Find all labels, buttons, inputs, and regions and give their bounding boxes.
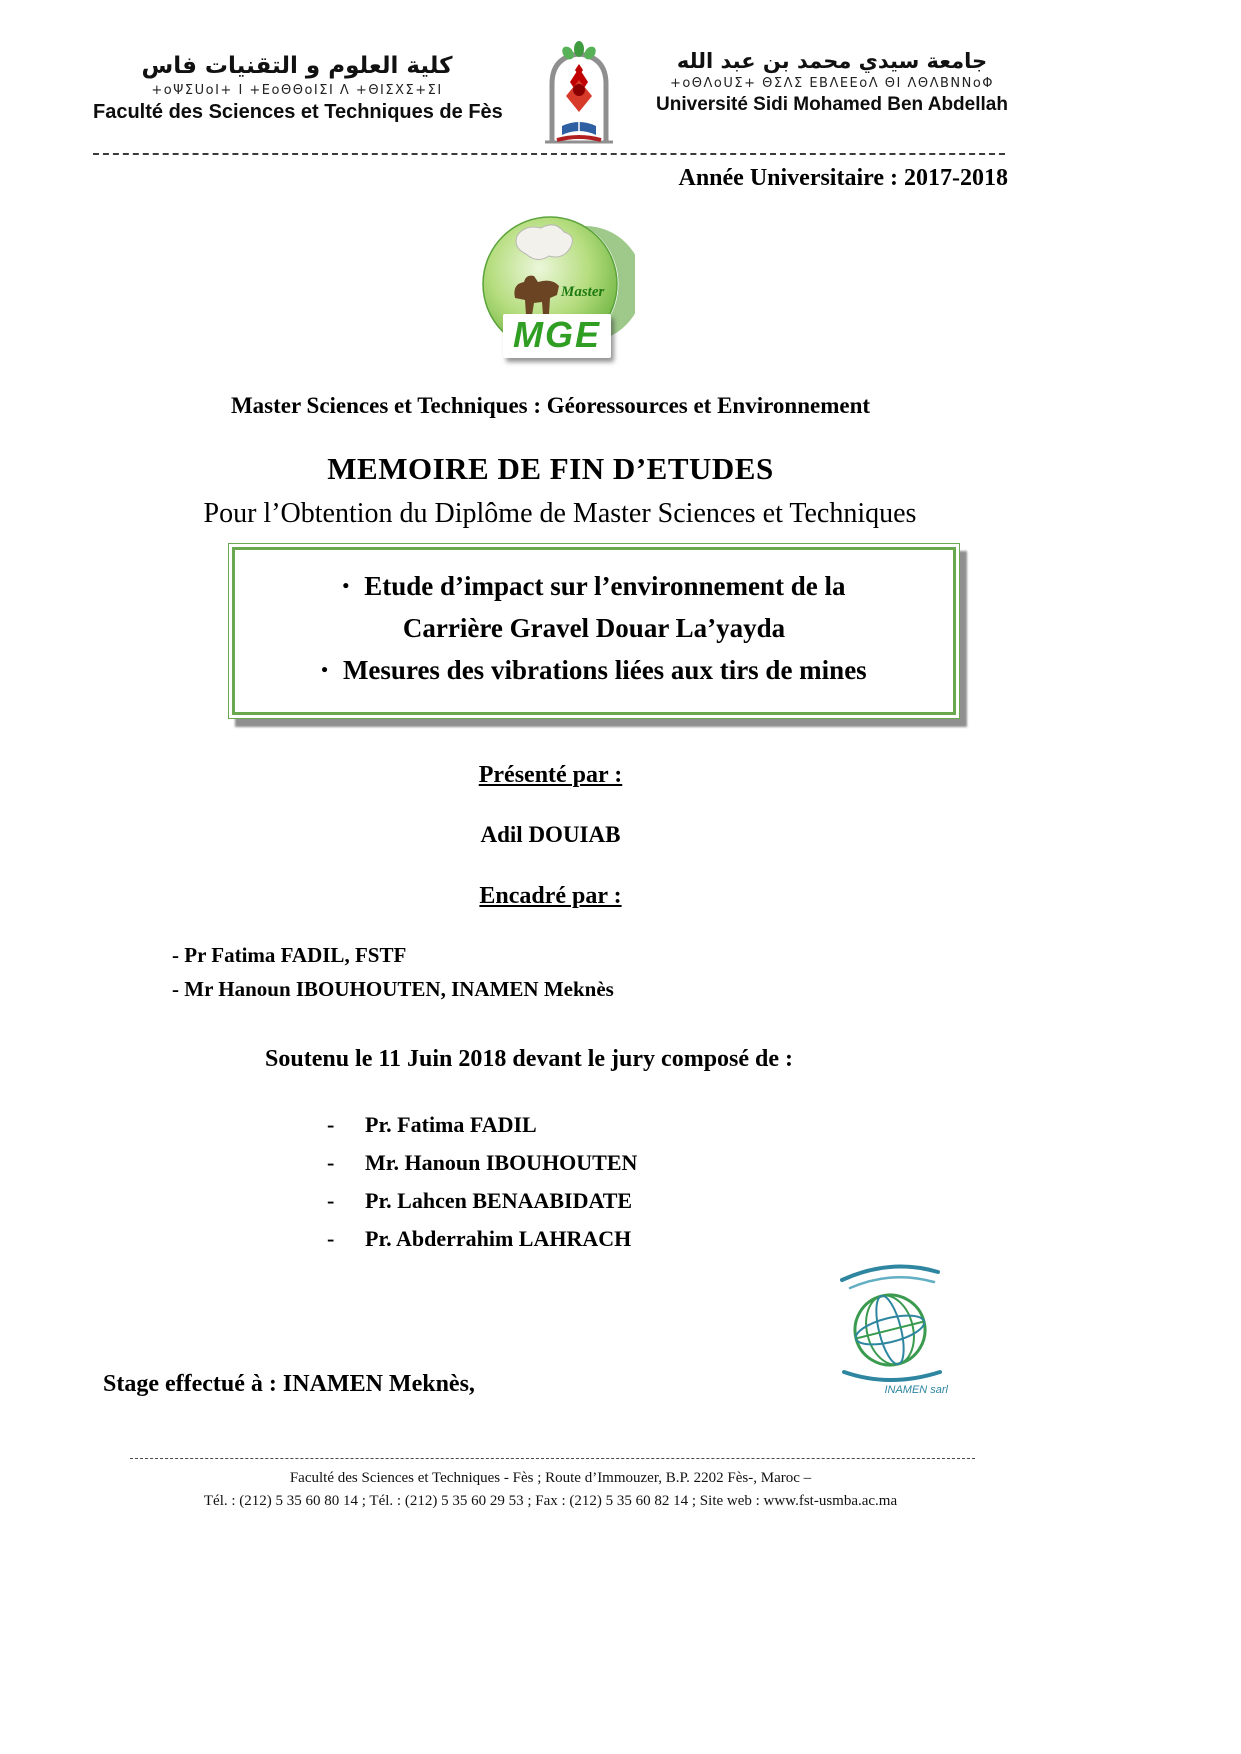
- university-name-tifinagh: +oΘΛoUΣ+ ΘΣΛΣ ΕΒΛΕΕoΛ ΘΙ ΛΘΛΒΝΝoΦ: [669, 76, 995, 92]
- footer-dashed-separator: [130, 1458, 975, 1459]
- footer: [93, 1467, 1008, 1512]
- footer-contact-line: Tél. : (212) 5 35 60 80 14 ; Tél. : (212) 5 35 60 29 53 ; Fax : (212) 5 35 60 82 14 ; Site web : www.fst-usmba.ac.ma: [203, 1492, 898, 1509]
- jury-member-name: Mr. Hanoun IBOUHOUTEN: [365, 1150, 638, 1175]
- mge-acronym: MGE: [513, 314, 602, 355]
- internship-line: Stage effectué à : INAMEN Meknès,: [103, 1371, 475, 1397]
- author-name: Adil DOUIAB: [480, 822, 621, 847]
- subject-box: [228, 543, 960, 719]
- jury-member-name: Pr. Lahcen BENAABIDATE: [365, 1188, 633, 1213]
- supervised-by-heading: Encadré par :: [479, 883, 622, 909]
- faculty-name-arabic: كلية العلوم و التقنيات فاس: [141, 53, 453, 79]
- jury-member-name: Pr. Fatima FADIL: [365, 1112, 537, 1137]
- inamen-globe-icon: [836, 1256, 946, 1396]
- academic-year-line: Année Universitaire : 2017-2018: [678, 165, 1008, 191]
- master-mge-logo: [465, 212, 635, 362]
- supervisor-item: - Mr Hanoun IBOUHOUTEN, INAMEN Meknès: [172, 976, 614, 1001]
- jury-list: [327, 1112, 637, 1264]
- diploma-subtitle: Pour l’Obtention du Diplôme de Master Sciences et Techniques: [203, 498, 917, 529]
- jury-member-row: [327, 1188, 637, 1214]
- university-name-french: Université Sidi Mohamed Ben Abdellah: [656, 94, 1008, 116]
- bullet-icon: [343, 571, 365, 601]
- subject-item-2: • Mesures des vibrations liées aux tirs de mines: [241, 650, 947, 692]
- mge-master-label: Master: [561, 284, 605, 300]
- jury-dash: -: [327, 1112, 335, 1137]
- university-emblem-logo: [537, 40, 621, 155]
- jury-dash: -: [327, 1188, 335, 1213]
- faculty-name-french: Faculté des Sciences et Techniques de Fès: [93, 100, 503, 123]
- inamen-logo: [836, 1256, 946, 1396]
- defense-intro-line: Soutenu le 11 Juin 2018 devant le jury composé de :: [265, 1046, 794, 1072]
- master-program-title: Master Sciences et Techniques : Géoressources et Environnement: [230, 393, 871, 418]
- bullet-icon: [321, 655, 343, 685]
- mge-acronym-box: [503, 314, 611, 358]
- page-header: [93, 40, 1008, 155]
- subject-box-inner: [232, 547, 956, 715]
- jury-dash: -: [327, 1226, 335, 1251]
- faculty-name-tifinagh: +oΨΣUoI+ I +ΕoΘΘoIΣΙ Λ +ΘΙΣΧΣ+ΣΙ: [151, 82, 443, 98]
- faculty-block: [93, 40, 501, 124]
- header-dashed-separator: [93, 153, 1005, 155]
- footer-address-line: Faculté des Sciences et Techniques - Fès ; Route d’Immouzer, B.P. 2202 Fès-, Maroc –: [289, 1470, 812, 1486]
- university-block: [656, 40, 1008, 116]
- university-name-arabic: جامعة سيدي محمد بن عبد الله: [676, 49, 988, 73]
- jury-member-row: [327, 1226, 637, 1252]
- subject-item-1-line-2: Carrière Gravel Douar La’yayda: [402, 612, 786, 643]
- memoire-title: MEMOIRE DE FIN D’ETUDES: [327, 451, 774, 486]
- jury-member-row: [327, 1112, 637, 1138]
- inamen-caption: INAMEN sarl: [884, 1384, 948, 1396]
- presented-by-heading: Présenté par :: [478, 762, 623, 788]
- jury-dash: -: [327, 1150, 335, 1175]
- subject-item-1-line-1: • Etude d’impact sur l’environnement de la: [241, 566, 947, 608]
- supervisors-list: [172, 939, 614, 1006]
- supervisor-item: - Pr Fatima FADIL, FSTF: [172, 943, 407, 967]
- jury-member-name: Pr. Abderrahim LAHRACH: [365, 1226, 632, 1251]
- jury-member-row: [327, 1150, 637, 1176]
